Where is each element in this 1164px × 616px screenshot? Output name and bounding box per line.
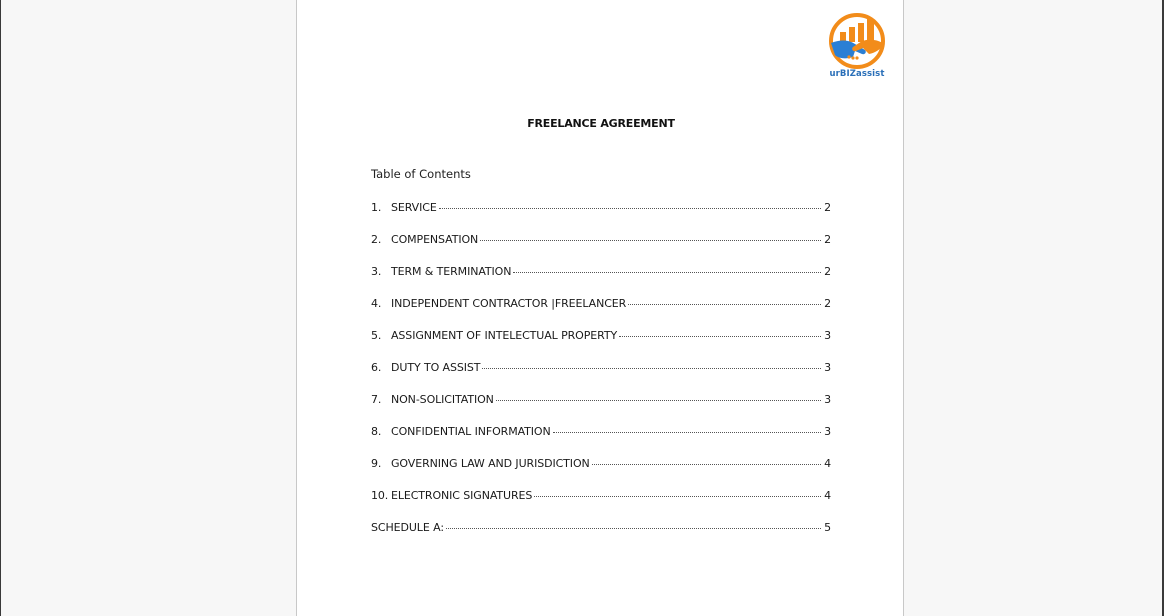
toc-number: 10. xyxy=(371,489,389,502)
logo-wordmark: urBIZassist xyxy=(829,69,885,79)
toc-page-number: 5 xyxy=(824,521,831,534)
toc-page-number: 3 xyxy=(824,393,831,406)
toc-page-number: 4 xyxy=(824,457,831,470)
toc-number: 2. xyxy=(371,233,382,246)
toc-entry-electronic-signatures[interactable] xyxy=(371,489,831,521)
toc-label: CONFIDENTIAL INFORMATION xyxy=(391,425,551,438)
document-title: FREELANCE AGREEMENT xyxy=(527,117,675,130)
toc-number: 7. xyxy=(371,393,382,406)
toc-page-number: 2 xyxy=(824,265,831,278)
toc-entry-term-termination[interactable] xyxy=(371,265,831,297)
toc-label: NON-SOLICITATION xyxy=(391,393,494,406)
toc-leader-dots xyxy=(439,208,821,209)
toc-number: 8. xyxy=(371,425,382,438)
toc-leader-dots xyxy=(482,368,821,369)
toc-leader-dots xyxy=(592,464,821,465)
toc-entry-duty-to-assist[interactable] xyxy=(371,361,831,393)
handshake-chart-logo-icon xyxy=(827,13,887,69)
toc-page-number: 4 xyxy=(824,489,831,502)
toc-entry-service[interactable] xyxy=(371,201,831,233)
toc-leader-dots xyxy=(513,272,821,273)
toc-number: 5. xyxy=(371,329,382,342)
toc-entry-independent-contractor[interactable] xyxy=(371,297,831,329)
toc-entry-intellectual-property[interactable] xyxy=(371,329,831,361)
table-of-contents xyxy=(371,201,831,553)
toc-entry-schedule-a[interactable] xyxy=(371,521,831,553)
toc-leader-dots xyxy=(534,496,821,497)
toc-entry-non-solicitation[interactable] xyxy=(371,393,831,425)
toc-number: 9. xyxy=(371,457,382,470)
toc-page-number: 2 xyxy=(824,297,831,310)
toc-label: COMPENSATION xyxy=(391,233,479,246)
toc-leader-dots xyxy=(628,304,821,305)
company-logo xyxy=(827,13,887,83)
toc-page-number: 2 xyxy=(824,201,831,214)
toc-page-number: 3 xyxy=(824,329,831,342)
window-edge-left xyxy=(0,0,1,616)
toc-number: 3. xyxy=(371,265,382,278)
toc-leader-dots xyxy=(496,400,821,401)
toc-leader-dots xyxy=(553,432,821,433)
toc-number: 6. xyxy=(371,361,382,374)
toc-label: GOVERNING LAW AND JURISDICTION xyxy=(391,457,590,470)
toc-number: 4. xyxy=(371,297,382,310)
toc-page-number: 2 xyxy=(824,233,831,246)
toc-label: ASSIGNMENT OF INTELECTUAL PROPERTY xyxy=(391,329,618,342)
toc-label: INDEPENDENT CONTRACTOR |FREELANCER xyxy=(391,297,627,310)
toc-page-number: 3 xyxy=(824,361,831,374)
toc-label: SCHEDULE A: xyxy=(371,521,444,534)
toc-label: ELECTRONIC SIGNATURES xyxy=(391,489,533,502)
toc-entry-compensation[interactable] xyxy=(371,233,831,265)
toc-entry-confidential-information[interactable] xyxy=(371,425,831,457)
toc-leader-dots xyxy=(480,240,821,241)
document-page xyxy=(296,0,904,616)
toc-leader-dots xyxy=(619,336,821,337)
toc-number: 1. xyxy=(371,201,382,214)
toc-heading: Table of Contents xyxy=(371,167,471,181)
toc-label: SERVICE xyxy=(391,201,437,214)
toc-label: DUTY TO ASSIST xyxy=(391,361,481,374)
toc-leader-dots xyxy=(446,528,821,529)
toc-entry-governing-law[interactable] xyxy=(371,457,831,489)
toc-page-number: 3 xyxy=(824,425,831,438)
toc-label: TERM & TERMINATION xyxy=(391,265,512,278)
